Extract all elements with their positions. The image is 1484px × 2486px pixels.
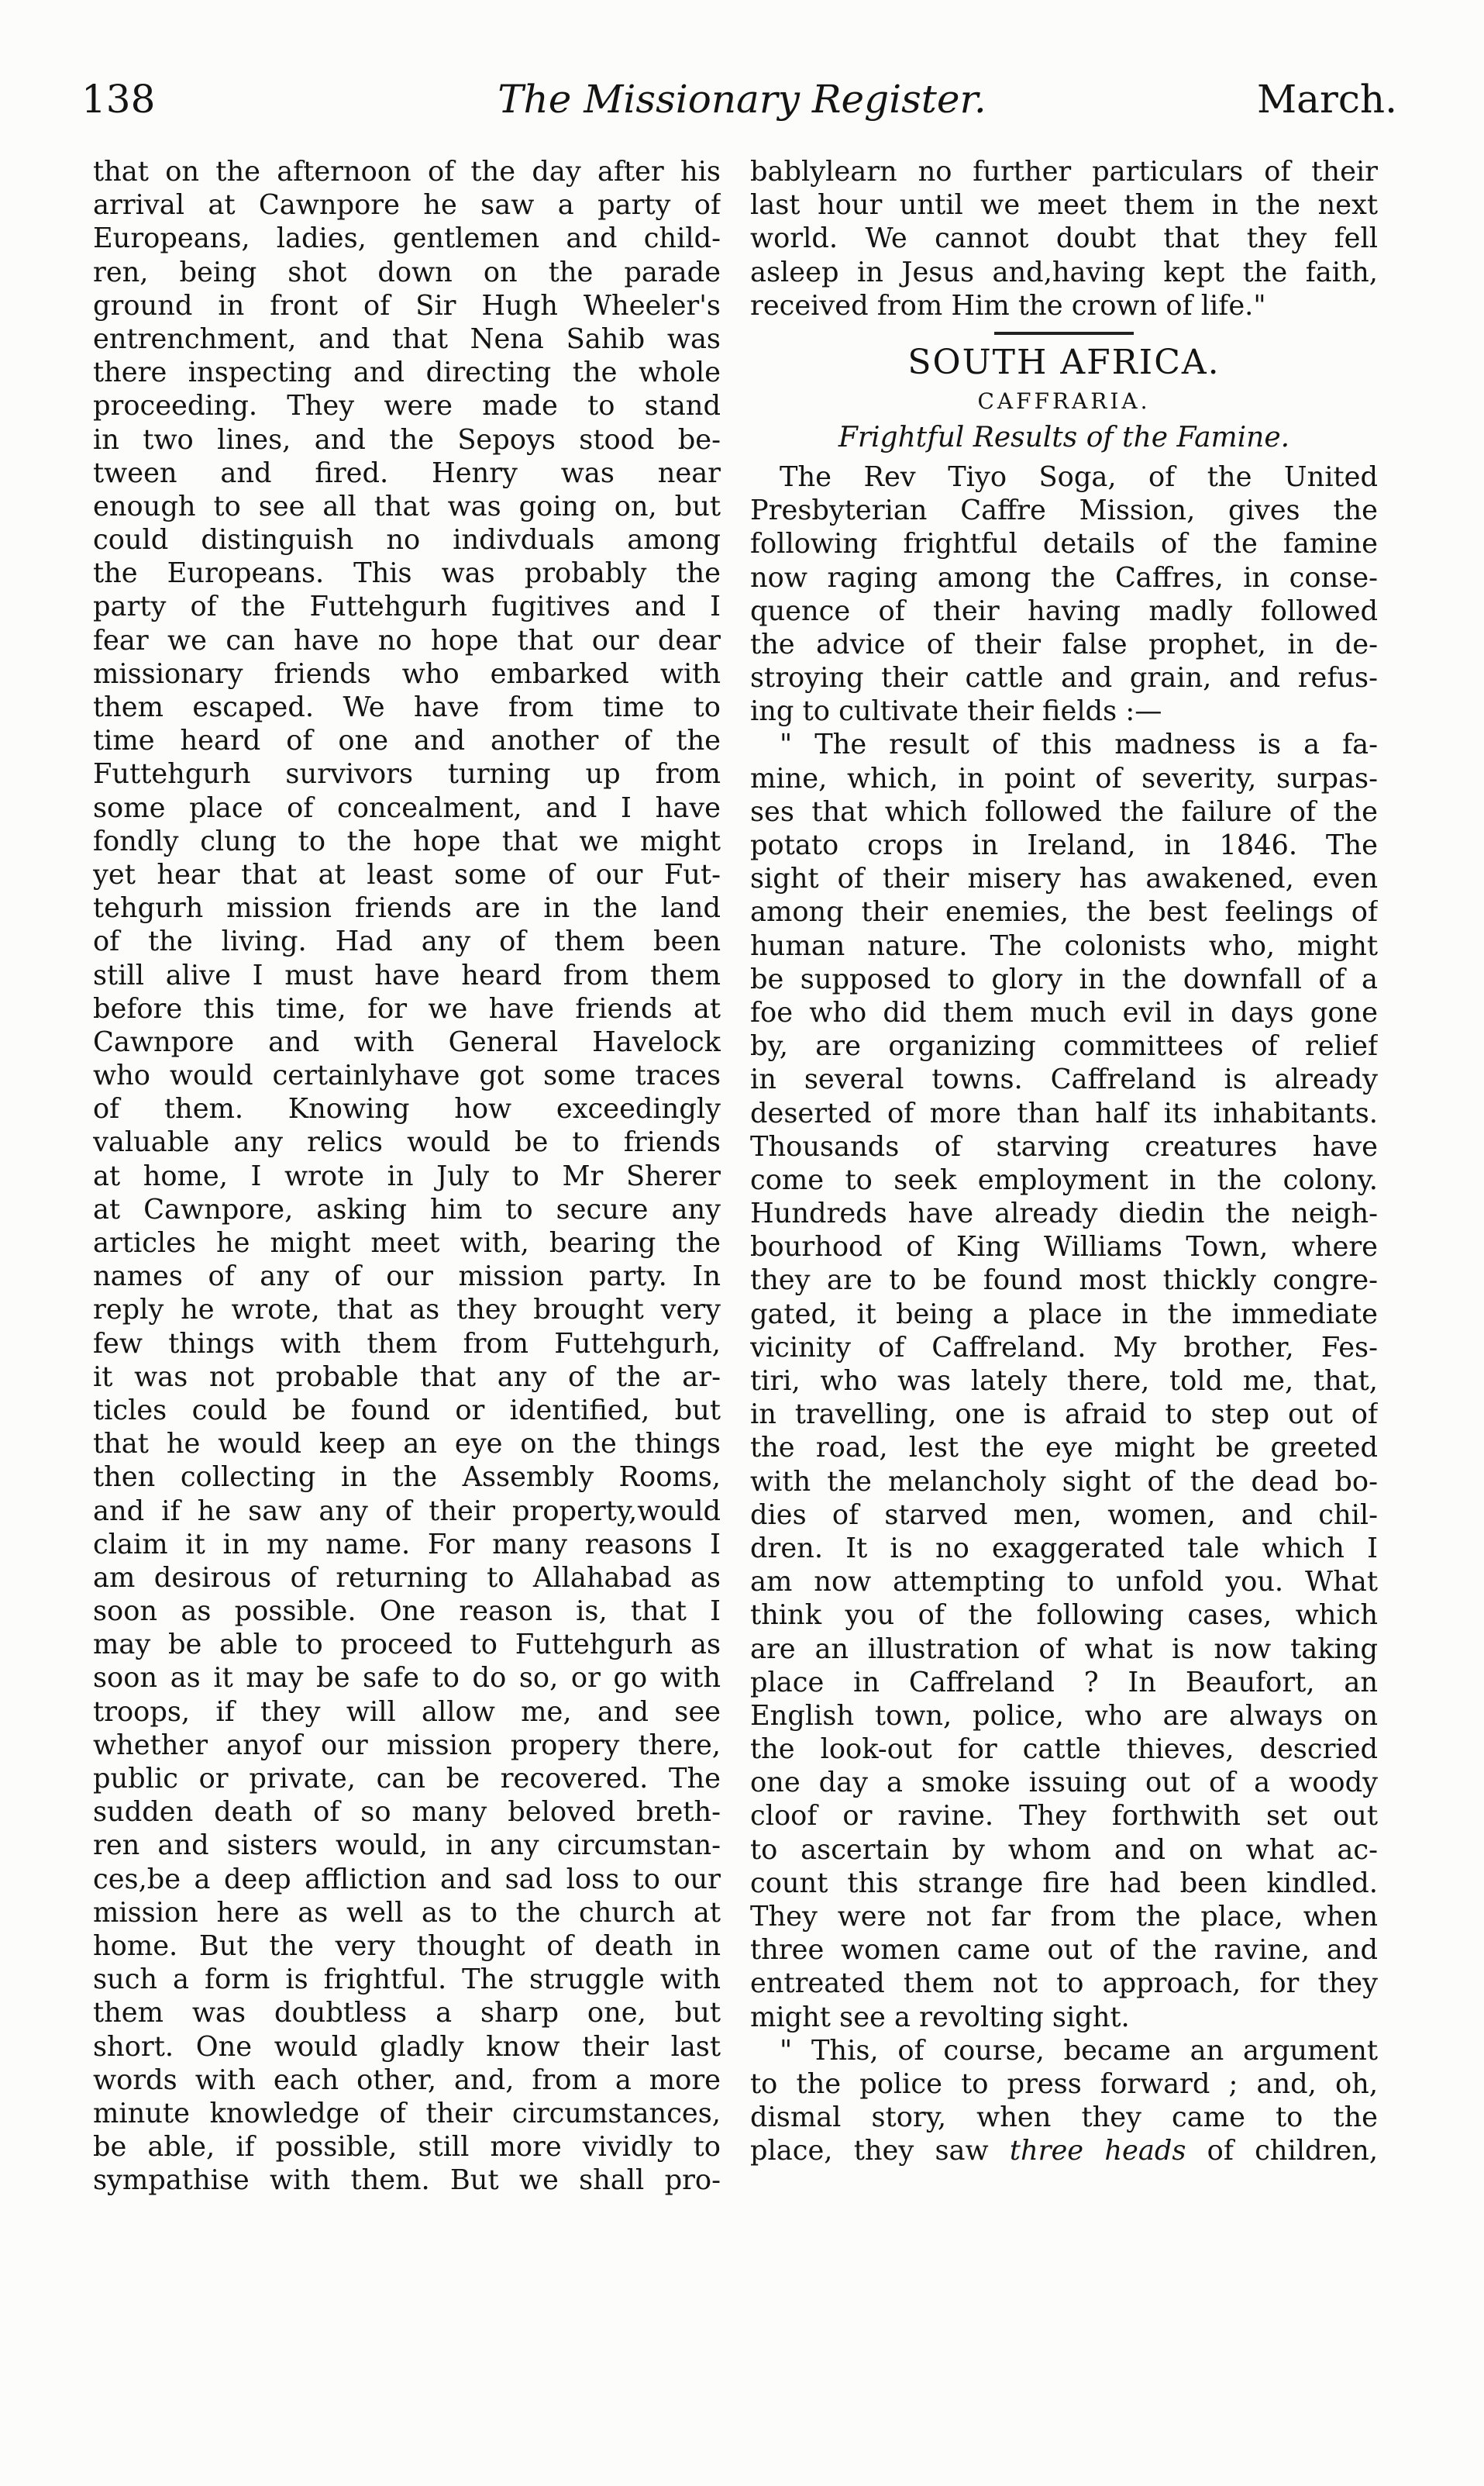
text-line: might see a revolting sight.	[750, 2001, 1130, 2033]
text-line: the look-out for cattle thieves, descried	[750, 1733, 1378, 1766]
text-line: of them. Knowing how exceedingly	[93, 1093, 721, 1126]
text-line: the Europeans. This was probably the	[93, 557, 721, 590]
text-line: cloof or ravine. They forthwith set out	[750, 1800, 1378, 1833]
text-line: soon as it may be safe to do so, or go with	[93, 1662, 721, 1695]
text-line: now raging among the Caffres, in conse-	[750, 561, 1378, 594]
section-subregion-heading: CAFFRARIA.	[977, 388, 1151, 414]
text-line: in travelling, one is afraid to step out of	[750, 1398, 1378, 1431]
text-line: received from Him the crown of life."	[750, 289, 1266, 322]
text-line: to the police to press forward ; and, oh,	[750, 2067, 1378, 2100]
text-line: sudden death of so many beloved breth-	[93, 1796, 721, 1829]
text-line: be able, if possible, still more vividly to	[93, 2131, 721, 2164]
text-line: fondly clung to the hope that we might	[93, 825, 721, 857]
text-line: dies of starved men, women, and chil-	[750, 1498, 1378, 1531]
emphasis-text: three heads	[1009, 2135, 1186, 2167]
section-divider	[994, 332, 1134, 335]
text-line: " This, of course, became an argument	[780, 2034, 1378, 2067]
text-line: one day a smoke issuing out of a woody	[750, 1767, 1378, 1799]
article-body	[750, 460, 1378, 2168]
text-line: ren, being shot down on the parade	[93, 256, 721, 288]
text-line: and if he saw any of their property,would	[93, 1495, 721, 1527]
text-line: vicinity of Caffreland. My brother, Fes-	[750, 1331, 1378, 1364]
text-line: sympathise with them. But we shall pro-	[93, 2164, 721, 2197]
text-line: last hour until we meet them in the next	[750, 189, 1378, 222]
text-line: then collecting in the Assembly Rooms,	[93, 1461, 721, 1494]
right-column	[750, 155, 1378, 2168]
text-line: may be able to proceed to Futtehgurh as	[93, 1629, 721, 1661]
text-line: time heard of one and another of the	[93, 725, 721, 757]
text-line: home. But the very thought of death in	[93, 1929, 721, 1962]
text-line: come to seek employment in the colony.	[750, 1164, 1378, 1196]
text-line: before this time, for we have friends at	[93, 992, 721, 1025]
text-line: among their enemies, the best feelings of	[750, 896, 1378, 929]
text-line: They were not far from the place, when	[750, 1901, 1378, 1933]
text-line: ces,be a deep affliction and sad loss to our	[93, 1863, 721, 1895]
text-line: valuable any relics would be to friends	[93, 1126, 721, 1159]
text-line: that on the afternoon of the day after his	[93, 156, 721, 188]
text-line: be supposed to glory in the downfall of a	[750, 963, 1378, 995]
text-line: three women came out of the ravine, and	[750, 1934, 1378, 1967]
text-line: by, are organizing committees of relief	[750, 1030, 1378, 1063]
text-line: could distinguish no indivduals among	[93, 524, 721, 557]
text-line: ing to cultivate their fields :—	[750, 695, 1162, 728]
text-line: short. One would gladly know their last	[93, 2030, 721, 2063]
text-line: few things with them from Futtehgurh,	[93, 1327, 721, 1360]
text-line: ses that which followed the failure of the	[750, 795, 1378, 828]
text-line: " The result of this madness is a fa-	[780, 729, 1378, 761]
text-line: count this strange fire had been kindled.	[750, 1867, 1378, 1899]
text-line: Presbyterian Caffre Mission, gives the	[750, 495, 1378, 527]
text-line: some place of concealment, and I have	[93, 791, 721, 824]
text-line: party of the Futtehgurh fugitives and I	[93, 591, 721, 623]
text-line: Thousands of starving creatures have	[750, 1130, 1378, 1163]
text-line: gated, it being a place in the immediate	[750, 1298, 1378, 1330]
text-line: who would certainlyhave got some traces	[93, 1060, 721, 1092]
text-line: deserted of more than half its inhabitants.	[750, 1097, 1378, 1129]
section-region-heading: SOUTH AFRICA.	[907, 342, 1221, 382]
text-line: fear we can have no hope that our dear	[93, 624, 721, 657]
text-line: Hundreds have already diedin the neigh-	[750, 1198, 1378, 1230]
running-title: The Missionary Register.	[498, 77, 986, 122]
text-line: tehgurh mission friends are in the land	[93, 892, 721, 925]
text-line: am now attempting to unfold you. What	[750, 1566, 1378, 1598]
text-line: to ascertain by whom and on what ac-	[750, 1833, 1378, 1866]
running-month: March.	[1256, 77, 1397, 122]
text-line: words with each other, and, from a more	[93, 2064, 721, 2096]
right-column-continuation	[750, 155, 1378, 322]
text-line: at home, I wrote in July to Mr Sherer	[93, 1160, 721, 1192]
text-line: proceeding. They were made to stand	[93, 390, 721, 422]
text-line: such a form is frightful. The struggle with	[93, 1964, 721, 1996]
text-line: public or private, can be recovered. The	[93, 1763, 721, 1795]
text-line: minute knowledge of their circumstances,	[93, 2097, 721, 2129]
text-line: they are to be found most thickly congre-	[750, 1264, 1378, 1297]
text-line: dismal story, when they came to the	[750, 2102, 1378, 2134]
text-line: ticles could be found or identified, but	[93, 1394, 721, 1426]
text-line: at Cawnpore, asking him to secure any	[93, 1193, 721, 1226]
text-line: that he would keep an eye on the things	[93, 1428, 721, 1460]
text-line: think you of the following cases, which	[750, 1599, 1378, 1632]
text-line: troops, if they will allow me, and see	[93, 1695, 721, 1728]
text-line: entrenchment, and that Nena Sahib was	[93, 322, 721, 355]
text-line: world. We cannot doubt that they fell	[750, 222, 1378, 255]
text-line: foe who did them much evil in days gone	[750, 996, 1378, 1029]
text-line: arrival at Cawnpore he saw a party of	[93, 189, 721, 222]
text-line: with the melancholy sight of the dead bo-	[750, 1465, 1378, 1498]
text-line: reply he wrote, that as they brought very	[93, 1294, 721, 1326]
text-line: Cawnpore and with General Havelock	[93, 1026, 721, 1058]
text-line: following frightful details of the famine	[750, 528, 1378, 560]
left-column	[93, 155, 721, 2197]
text-line: English town, police, who are always on	[750, 1699, 1378, 1732]
text-line: human nature. The colonists who, might	[750, 929, 1378, 962]
text-line: dren. It is no exaggerated tale which I	[750, 1532, 1378, 1564]
text-line: potato crops in Ireland, in 1846. The	[750, 829, 1378, 861]
text-line: whether anyof our mission propery there,	[93, 1729, 721, 1761]
text-line: them was doubtless a sharp one, but	[93, 1997, 721, 2029]
text-line: mine, which, in point of severity, surpas-	[750, 762, 1378, 795]
text-fragment: of children,	[1207, 2135, 1378, 2167]
text-line: soon as possible. One reason is, that I	[93, 1595, 721, 1628]
text-line: bourhood of King Williams Town, where	[750, 1231, 1378, 1264]
text-line: Europeans, ladies, gentlemen and child-	[93, 222, 721, 255]
text-line: mission here as well as to the church at	[93, 1896, 721, 1929]
text-line: in two lines, and the Sepoys stood be-	[93, 423, 721, 456]
text-line: entreated them not to approach, for they	[750, 1967, 1378, 2000]
article-heading: Frightful Results of the Famine.	[838, 421, 1290, 453]
text-line: Futtehgurh survivors turning up from	[93, 758, 721, 791]
text-line: missionary friends who embarked with	[93, 657, 721, 690]
text-line: The Rev Tiyo Soga, of the United	[780, 460, 1378, 493]
text-line: ground in front of Sir Hugh Wheeler's	[93, 289, 721, 322]
page-number: 138	[81, 77, 156, 122]
text-line: of the living. Had any of them been	[93, 926, 721, 958]
text-line: place in Caffreland ? In Beaufort, an	[750, 1666, 1378, 1698]
text-line: tiri, who was lately there, told me, that,	[750, 1365, 1378, 1397]
text-line: are an illustration of what is now taking	[750, 1633, 1378, 1665]
text-line: names of any of our mission party. In	[93, 1260, 721, 1293]
text-line: asleep in Jesus and,having kept the faith,	[750, 256, 1378, 288]
text-line: yet hear that at least some of our Fut-	[93, 858, 721, 891]
text-line: claim it in my name. For many reasons I	[93, 1528, 721, 1560]
text-line: stroying their cattle and grain, and refus-	[750, 662, 1378, 695]
text-line: there inspecting and directing the whole	[93, 357, 721, 389]
text-line: still alive I must have heard from them	[93, 959, 721, 991]
text-line: am desirous of returning to Allahabad as	[93, 1561, 721, 1594]
text-line: sight of their misery has awakened, even	[750, 863, 1378, 895]
text-line: articles he might meet with, bearing the	[93, 1227, 721, 1259]
text-line: them escaped. We have from time to	[93, 691, 721, 723]
text-line: enough to see all that was going on, but	[93, 490, 721, 522]
text-line: quence of their having madly followed	[750, 595, 1378, 627]
text-line: the road, lest the eye might be greeted	[750, 1432, 1378, 1464]
text-line: the advice of their false prophet, in de-	[750, 628, 1378, 660]
text-line: in several towns. Caffreland is already	[750, 1064, 1378, 1096]
text-line: bablylearn no further particulars of their	[750, 156, 1378, 188]
text-line: tween and fired. Henry was near	[93, 457, 721, 489]
text-line: ren and sisters would, in any circumstan-	[93, 1829, 721, 1862]
text-line: it was not probable that any of the ar-	[93, 1360, 721, 1393]
text-line: place, they saw three heads of children,	[750, 2135, 1378, 2167]
